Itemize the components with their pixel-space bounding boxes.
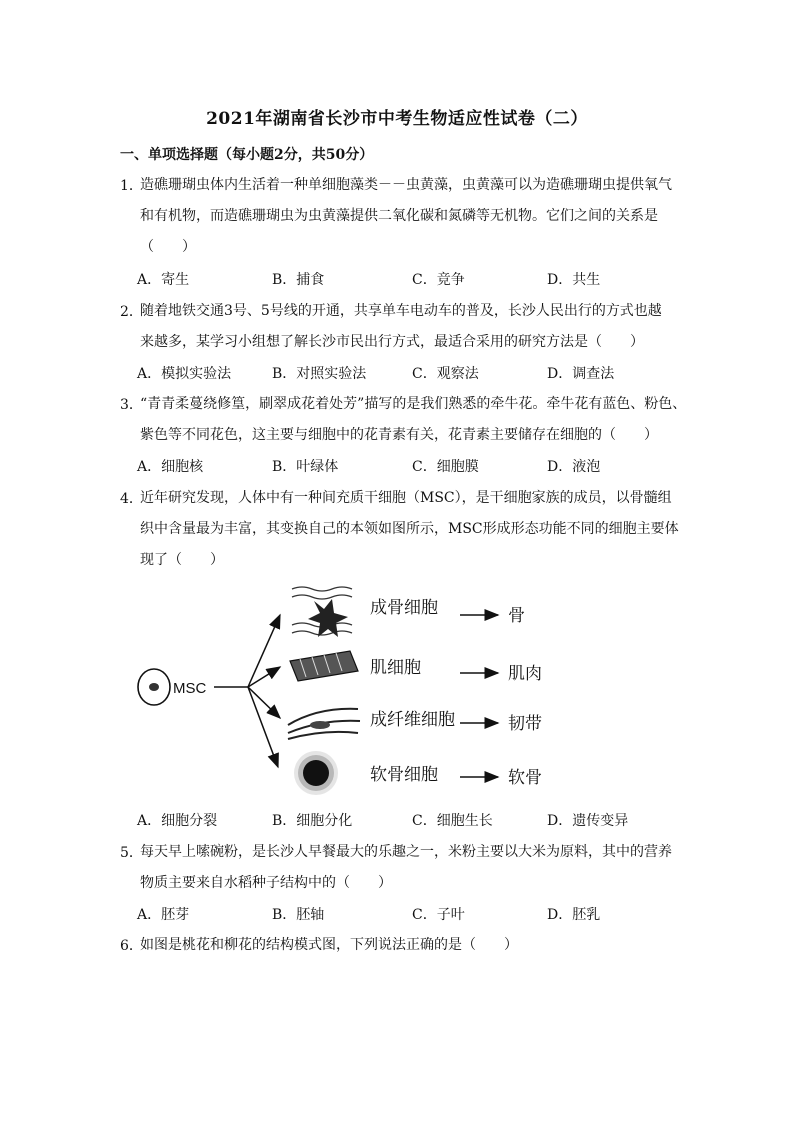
section-heading: 一、单项选择题（每小题2分，共50分） bbox=[120, 147, 374, 163]
branch-arrow bbox=[248, 687, 280, 718]
question-text-line: “青青柔蔓绕修篁，刷翠成花着处芳”描写的是我们熟悉的牵牛花。牵牛花有蓝色、粉色、 bbox=[140, 396, 687, 412]
option-c: C．细胞生长 bbox=[412, 813, 493, 829]
option-d: D．胚乳 bbox=[547, 907, 601, 923]
question-number: 4． bbox=[120, 491, 143, 507]
question-text-line: 随着地铁交通3号、5号线的开通，共享单车电动车的普及，长沙人民出行的方式也越 bbox=[140, 303, 662, 319]
option-b: B．细胞分化 bbox=[272, 813, 353, 829]
option-b: B．胚轴 bbox=[272, 907, 325, 923]
question-text-line: 紫色等不同花色，这主要与细胞中的花青素有关，花青素主要储存在细胞的（ ） bbox=[140, 427, 658, 443]
question-number: 2． bbox=[120, 304, 143, 320]
question-text-line: 如图是桃花和柳花的结构模式图，下列说法正确的是（ ） bbox=[140, 937, 518, 953]
question-text-line: （ ） bbox=[140, 239, 196, 255]
bone-label: 骨 bbox=[508, 606, 525, 626]
cartilage-label: 软骨 bbox=[508, 768, 542, 788]
option-a: A．寄生 bbox=[137, 272, 190, 288]
question-number: 5． bbox=[120, 845, 143, 861]
option-a: A．细胞分裂 bbox=[137, 813, 218, 829]
option-d: D．遗传变异 bbox=[547, 813, 629, 829]
fibroblast-label: 成纤维细胞 bbox=[370, 710, 455, 730]
page-title: 2021年湖南省长沙市中考生物适应性试卷（二） bbox=[206, 109, 588, 129]
msc-cell-icon bbox=[138, 669, 170, 705]
muscle-label: 肌肉 bbox=[508, 664, 542, 684]
question-text-line: 现了（ ） bbox=[140, 552, 224, 568]
question-text-line: 来越多，某学习小组想了解长沙市民出行方式，最适合采用的研究方法是（ ） bbox=[140, 334, 644, 350]
option-c: C．子叶 bbox=[412, 907, 465, 923]
muscle-cell-label: 肌细胞 bbox=[370, 658, 421, 678]
option-a: A．胚芽 bbox=[137, 907, 190, 923]
msc-differentiation-diagram bbox=[130, 575, 570, 805]
diagram-source-label: MSC bbox=[173, 680, 207, 697]
muscle-cell-icon bbox=[290, 651, 358, 681]
question-text-line: 物质主要来自水稻种子结构中的（ ） bbox=[140, 875, 392, 891]
question-number: 1． bbox=[120, 178, 143, 194]
branch-arrow bbox=[248, 687, 278, 767]
question-text-line: 造礁珊瑚虫体内生活着一种单细胞藻类－－虫黄藻，虫黄藻可以为造礁珊瑚虫提供氧气 bbox=[140, 177, 672, 193]
option-d: D．液泡 bbox=[547, 459, 601, 475]
option-b: B．叶绿体 bbox=[272, 459, 339, 475]
osteoblast-cell-icon bbox=[292, 587, 352, 637]
chondrocyte-label: 软骨细胞 bbox=[370, 765, 438, 785]
option-d: D．调查法 bbox=[547, 366, 615, 382]
question-number: 3． bbox=[120, 397, 143, 413]
option-b: B．捕食 bbox=[272, 272, 325, 288]
question-number: 6． bbox=[120, 938, 143, 954]
question-text-line: 和有机物，而造礁珊瑚虫为虫黄藻提供二氧化碳和氮磷等无机物。它们之间的关系是 bbox=[140, 208, 658, 224]
fibroblast-cell-icon bbox=[288, 709, 360, 739]
option-c: C．观察法 bbox=[412, 366, 479, 382]
option-d: D．共生 bbox=[547, 272, 601, 288]
question-text-line: 织中含量最为丰富，其变换自己的本领如图所示，MSC形成形态功能不同的细胞主要体 bbox=[140, 521, 679, 537]
osteoblast-label: 成骨细胞 bbox=[370, 598, 438, 618]
ligament-label: 韧带 bbox=[508, 714, 542, 734]
option-a: A．模拟实验法 bbox=[137, 366, 232, 382]
question-text-line: 每天早上嗦碗粉，是长沙人早餐最大的乐趣之一，米粉主要以大米为原料，其中的营养 bbox=[140, 844, 672, 860]
chondrocyte-cell-icon bbox=[294, 751, 338, 795]
option-c: C．细胞膜 bbox=[412, 459, 479, 475]
option-a: A．细胞核 bbox=[137, 459, 204, 475]
option-b: B．对照实验法 bbox=[272, 366, 367, 382]
option-c: C．竞争 bbox=[412, 272, 465, 288]
question-text-line: 近年研究发现，人体中有一种间充质干细胞（MSC），是干细胞家族的成员，以骨髓组 bbox=[140, 490, 672, 506]
